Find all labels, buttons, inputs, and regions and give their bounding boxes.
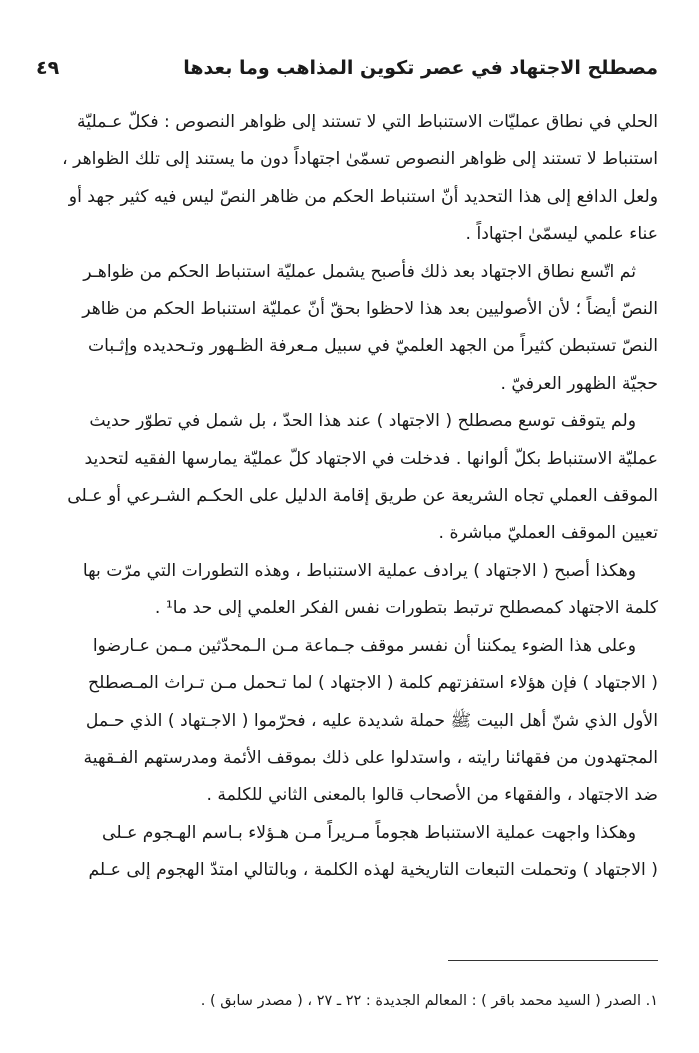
running-title: مصطلح الاجتهاد في عصر تكوين المذاهب وما بعدها: [183, 57, 658, 79]
text-line: ثم اتّسع نطاق الاجتهاد بعد ذلك فأصبح يشمل عمليّة استنباط الحكم من ظواهـر: [83, 261, 636, 282]
text-line: تعيين الموقف العمليّ مباشرة .: [438, 523, 658, 544]
text-line: الأول الذي شنّ أهل البيت ﷺ حملة شديدة عليه ، فحرّموا ( الاجـتهاد ) الذي حـمل: [85, 710, 658, 731]
text-line: ضد الاجتهاد ، والفقهاء من الأصحاب قالوا بالمعنى الثاني للكلمة .: [206, 785, 658, 806]
text-line: عناء علمي ليسمّىٰ اجتهاداً .: [465, 224, 658, 245]
text-line: حجيّة الظهور العرفيّ .: [500, 373, 658, 394]
text-line: الحلي في نطاق عمليّات الاستنباط التي لا تستند إلى ظواهر النصوص : فكلّ عـمليّة: [77, 112, 658, 132]
text-line: النصّ تستبطن كثيراً من الجهد العلميّ في سبيل مـعرفة الظـهور وتـحديده وإثـبات: [87, 336, 658, 357]
text-line: كلمة الاجتهاد كمصطلح ترتبط بتطورات نفس الفكر العلمي إلى حد ما¹ .: [154, 598, 658, 619]
text-line: ولم يتوقف توسع مصطلح ( الاجتهاد ) عند هذا الحدّ ، بل شمل في تطوّر حديث: [89, 411, 636, 432]
text-line: وعلى هذا الضوء يمكننا أن نفسر موقف جـماعة مـن الـمحدّثين مـمن عـارضوا: [92, 635, 636, 656]
page-number: ٤٩: [36, 57, 60, 79]
text-line: عمليّة الاستنباط بكلّ ألوانها . فدخلت في الاجتهاد كلّ عمليّة يمارسها الفقيه لتحديد: [84, 448, 658, 469]
text-line: وهكذا أصبح ( الاجتهاد ) يرادف عملية الاستنباط ، وهذه التطورات التي مرّت بها: [82, 560, 636, 581]
text-line: استنباط لا تستند إلى ظواهر النصوص تسمّىٰ اجتهاداً دون ما يستند إلى تلك الظواهر ،: [62, 149, 658, 170]
text-line: النصّ أيضاً ؛ لأن الأصوليين بعد هذا لاحظوا بحقّ أنّ عمليّة استنباط الحكم من ظاهر: [82, 299, 658, 320]
text-line: ( الاجتهاد ) وتحملت التبعات التاريخية لهذه الكلمة ، وبالتالي امتدّ الهجوم إلى عـلم: [88, 860, 658, 881]
body-text: [36, 104, 658, 890]
footnote-divider: [448, 960, 658, 961]
book-page: [36, 48, 658, 890]
running-header: [36, 48, 658, 88]
text-line: ( الاجتهاد ) فإن هؤلاء استفزتهم كلمة ( الاجتهاد ) لما تـحمل مـن تـراث المـصطلح: [88, 673, 658, 694]
text-line: الموقف العملي تجاه الشريعة عن طريق إقامة الدليل على الحكـم الشـرعي أو عـلى: [67, 486, 658, 507]
footnote: ١. الصدر ( السيد محمد باقر ) : المعالم الجديدة : ٢٢ ـ ٢٧ ، ( مصدر سابق ) .: [200, 993, 658, 1009]
text-line: ولعل الدافع إلى هذا التحديد أنّ استنباط الحكم من ظاهر النصّ ليس فيه كثير جهد أو: [68, 186, 658, 207]
text-line: وهكذا واجهت عملية الاستنباط هجوماً مـريراً مـن هـؤلاء بـاسم الهـجوم عـلى: [102, 822, 636, 843]
text-line: المجتهدون من فقهائنا رايته ، واستدلوا على ذلك بموقف الأئمة ومدرستهم الفـقهية: [83, 747, 658, 768]
